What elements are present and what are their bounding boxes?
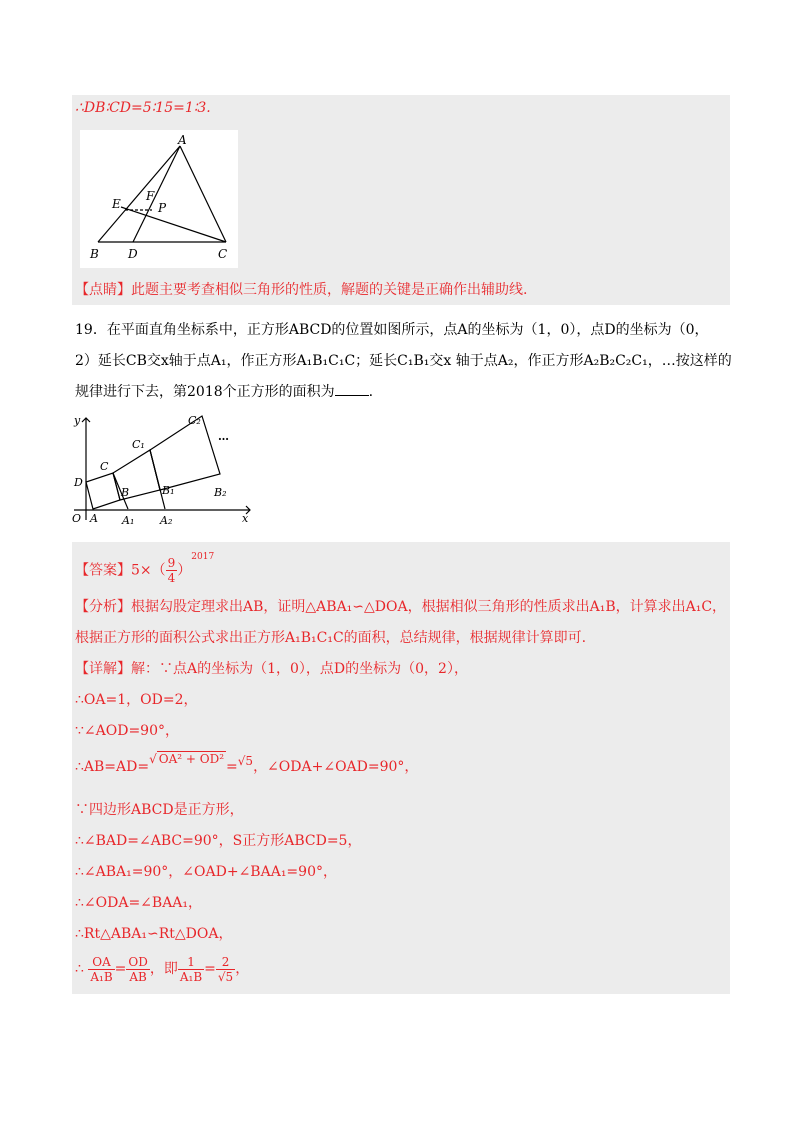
label-B2: B: [121, 486, 130, 499]
fraction-2-sqrt5: [216, 955, 235, 984]
answer-line: [75, 551, 215, 585]
triangle-figure: [80, 130, 238, 268]
l10-end: ，: [235, 961, 250, 977]
answer-blank: [335, 383, 369, 396]
q19-text-3: 规律进行下去，第2018个正方形的面积为: [75, 384, 335, 400]
detail-line-4: [75, 752, 419, 777]
detail-line-6: ∴∠BAD=∠ABC=90°，S正方形ABCD=5，: [75, 833, 362, 849]
analysis-tag: 【分析】: [75, 599, 131, 615]
detail-line-3: ∵∠AOD=90°，: [75, 723, 179, 739]
label-D: D: [128, 247, 138, 261]
squares-diagram: [70, 412, 252, 526]
label-C2: C: [100, 460, 109, 473]
frac3-den: A₁B: [179, 969, 203, 984]
label-E: E: [112, 197, 121, 211]
detail-line-8: ∴∠ODA=∠BAA₁，: [75, 895, 203, 911]
q19-number: 19．: [75, 322, 107, 338]
label-D2: D: [74, 476, 83, 489]
q19-line-3: [75, 382, 373, 402]
sqrt-sign: √: [149, 752, 157, 766]
answer-close: ）: [177, 562, 192, 579]
q19-line-1: [75, 320, 708, 340]
answer-fraction: [166, 556, 178, 585]
label-B2-right: B₂: [214, 486, 227, 499]
fraction-od-ab: [126, 955, 149, 984]
detail-line-2: ∴OA=1，OD=2，: [75, 692, 198, 708]
detail-line-10: [75, 952, 249, 986]
frac2-num: OD: [128, 954, 148, 969]
q19-line-2: 2）延长CB交x轴于点A₁，作正方形A₁B₁C₁C；延长C₁B₁交x 轴于点A₂，作正方形A₂B₂C₂C₁，…按这样的: [75, 353, 732, 369]
l10-lead: ∴: [75, 961, 84, 977]
q19-text-1: 在平面直角坐标系中，正方形ABCD的位置如图所示，点A的坐标为（1，0），点D的坐标为（0，: [106, 322, 709, 338]
label-C: C: [218, 247, 228, 261]
frac4-den: √5: [217, 969, 234, 984]
answer-tag: 【答案】: [75, 562, 131, 579]
l10-eq2: =: [204, 961, 216, 977]
dianjing-text: 此题主要考查相似三角形的性质，解题的关键是正确作出辅助线.: [131, 282, 528, 298]
dianjing-tag: 【点睛】: [75, 282, 131, 298]
answer-exponent: 2017: [191, 551, 215, 562]
top-conclusion: ∴DB∶CD=5∶15=1∶3.: [75, 100, 211, 116]
label-C1: C₁: [132, 438, 145, 451]
detail-text-4c: √5: [237, 754, 254, 768]
frac3-num: 1: [178, 955, 204, 970]
detail-text-4d: ，∠ODA+∠OAD=90°，: [253, 759, 419, 775]
label-y: y: [74, 414, 81, 427]
sqrt-expression: [149, 749, 226, 769]
fraction-1-a1b: [178, 955, 204, 984]
detail-tag: 【详解】: [75, 661, 131, 677]
frac1-num: OA: [88, 955, 114, 970]
label-F: F: [146, 189, 155, 203]
label-A: A: [178, 133, 187, 147]
label-O: O: [72, 512, 82, 525]
l10-eq1: =: [114, 961, 127, 977]
analysis-text-1: 根据勾股定理求出AB，证明△ABA₁∽△DOA，根据相似三角形的性质求出A₁B，计算求出A₁C，: [131, 599, 727, 615]
answer-numerator: 9: [167, 556, 176, 570]
frac2-den: AB: [129, 969, 147, 984]
detail-line-5: ∵四边形ABCD是正方形，: [75, 802, 244, 818]
label-C2-top: C₂: [188, 414, 201, 427]
label-x: x: [242, 512, 249, 525]
answer-base: 5×（: [131, 562, 166, 579]
triangle-diagram: [80, 130, 238, 268]
fraction-oa-a1b: [88, 955, 114, 984]
detail-text-4b: =: [226, 759, 238, 775]
label-A1: A₁: [122, 514, 135, 526]
answer-denominator: 4: [167, 571, 176, 585]
detail-line-1: [75, 659, 468, 679]
label-dots: …: [218, 430, 229, 443]
dianjing-line: [75, 280, 527, 300]
squares-figure: [70, 412, 252, 526]
label-P: P: [158, 201, 167, 215]
q19-text-3-end: .: [368, 384, 374, 400]
detail-text-1: 解：∵点A的坐标为（1，0），点D的坐标为（0，2），: [131, 661, 468, 677]
l10-mid: ，即: [149, 961, 178, 977]
label-A2-origin-A: A: [90, 512, 98, 525]
frac1-den: A₁B: [90, 969, 113, 984]
frac4-num: 2: [216, 955, 235, 970]
sqrt-radicand: OA² + OD²: [158, 752, 225, 766]
detail-line-7: ∴∠ABA₁=90°，∠OAD+∠BAA₁=90°，: [75, 864, 337, 880]
analysis-line-1: [75, 597, 726, 617]
detail-text-4a: ∴AB=AD=: [75, 759, 150, 775]
detail-line-9: ∴Rt△ABA₁∽Rt△DOA，: [75, 926, 233, 942]
label-A2: A₂: [160, 514, 173, 526]
label-B1: B₁: [162, 484, 175, 497]
analysis-line-2: 根据正方形的面积公式求出正方形A₁B₁C₁C的面积，总结规律，根据规律计算即可.: [75, 630, 587, 646]
label-B: B: [90, 247, 99, 261]
